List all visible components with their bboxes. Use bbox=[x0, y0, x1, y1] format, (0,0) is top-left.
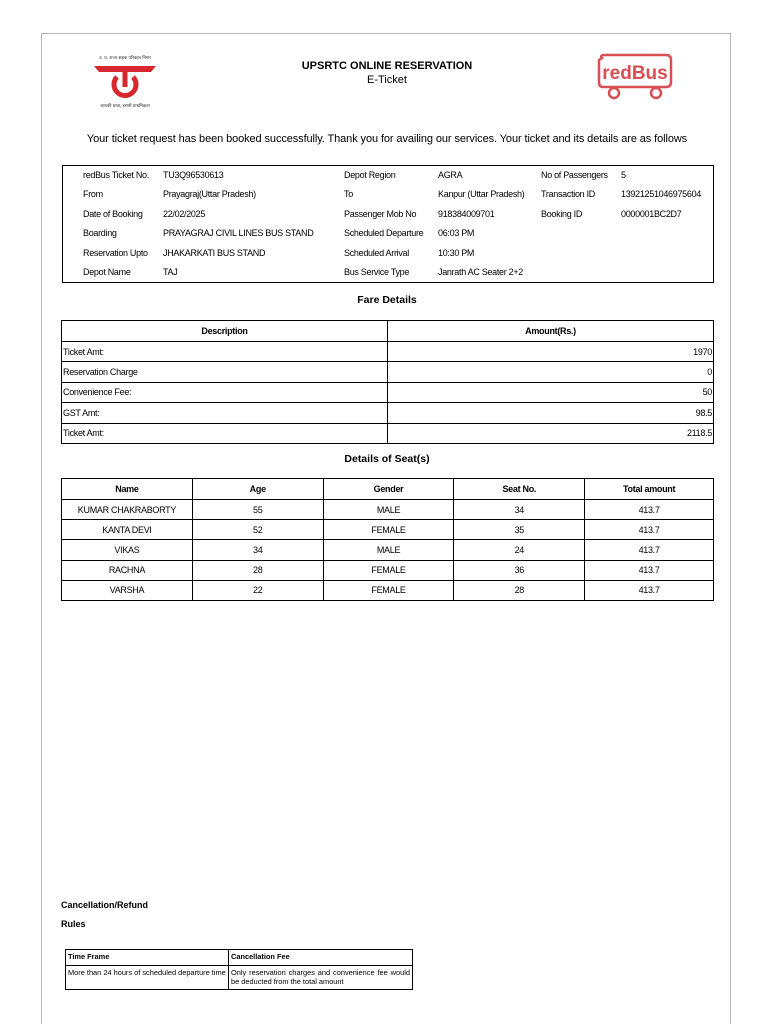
seat-number: 36 bbox=[454, 560, 585, 580]
ticket-info-label: Boarding bbox=[83, 228, 117, 239]
seat-passenger-name: KANTA DEVI bbox=[62, 520, 193, 540]
ticket-info-label: Transaction ID bbox=[541, 189, 595, 200]
seat-passenger-age: 28 bbox=[192, 560, 323, 580]
fare-row bbox=[62, 362, 714, 382]
seat-column-header: Name bbox=[62, 479, 193, 500]
seat-details-heading: Details of Seat(s) bbox=[344, 453, 430, 465]
seat-passenger-age: 55 bbox=[192, 500, 323, 520]
ticket-info-label: Scheduled Departure bbox=[344, 228, 424, 239]
ticket-info-label: Depot Region bbox=[344, 170, 396, 180]
fare-row bbox=[62, 403, 714, 423]
seat-total-amount: 413.7 bbox=[585, 580, 714, 600]
ticket-info-label: Depot Name bbox=[83, 267, 131, 277]
fare-details-heading: Fare Details bbox=[357, 294, 417, 306]
rules-heading: Rules bbox=[61, 919, 86, 929]
fare-col-description: Description bbox=[62, 321, 388, 342]
ticket-info-value: TAJ bbox=[163, 267, 178, 277]
seat-number: 35 bbox=[454, 520, 585, 540]
ticket-info-box bbox=[62, 165, 714, 283]
ticket-info-value: AGRA bbox=[438, 170, 463, 180]
cancellation-heading: Cancellation/Refund bbox=[61, 900, 149, 910]
fare-description: Convenience Fee: bbox=[62, 382, 388, 402]
ticket-info-value: PRAYAGRAJ CIVIL LINES BUS STAND bbox=[163, 228, 314, 239]
fare-header-row bbox=[62, 321, 714, 342]
ticket-info-label: redBus Ticket No. bbox=[83, 170, 149, 180]
seat-total-amount: 413.7 bbox=[585, 500, 714, 520]
policy-cancellation-fee: Only reservation charges and convenience fee would be deducted from the total amount bbox=[229, 966, 413, 990]
seat-passenger-name: VIKAS bbox=[62, 540, 193, 560]
ticket-info-label: Scheduled Arrival bbox=[344, 247, 409, 258]
seat-total-amount: 413.7 bbox=[585, 560, 714, 580]
ticket-info-value: Prayagraj(Uttar Pradesh) bbox=[163, 189, 256, 200]
ticket-info-value: 5 bbox=[621, 170, 626, 180]
seat-passenger-age: 34 bbox=[192, 540, 323, 560]
seat-header-row bbox=[62, 479, 714, 500]
seat-passenger-name: RACHNA bbox=[62, 560, 193, 580]
fare-description: GST Amt: bbox=[62, 403, 388, 423]
ticket-page bbox=[41, 33, 731, 1024]
redbus-logo bbox=[596, 53, 674, 101]
fare-description: Ticket Amt: bbox=[62, 423, 388, 443]
seat-column-header: Age bbox=[192, 479, 323, 500]
ticket-info-label: From bbox=[83, 189, 103, 200]
fare-amount: 98.5 bbox=[388, 403, 714, 423]
fare-description: Reservation Charge bbox=[62, 362, 388, 382]
ticket-info-value: 13921251046975604 bbox=[621, 189, 701, 200]
ticket-info-value: JHAKARKATI BUS STAND bbox=[163, 247, 266, 258]
ticket-info-label: Passenger Mob No bbox=[344, 208, 417, 219]
fare-amount: 1970 bbox=[388, 342, 714, 362]
seat-passenger-gender: FEMALE bbox=[323, 520, 454, 540]
seat-column-header: Seat No. bbox=[454, 479, 585, 500]
seat-total-amount: 413.7 bbox=[585, 520, 714, 540]
fare-description: Ticket Amt: bbox=[62, 342, 388, 362]
seat-passenger-gender: MALE bbox=[323, 540, 454, 560]
policy-row bbox=[66, 966, 413, 990]
ticket-info-value: 918384009701 bbox=[438, 208, 495, 219]
seat-column-header: Gender bbox=[323, 479, 454, 500]
seat-row bbox=[62, 580, 714, 600]
ticket-info-value: Kanpur (Uttar Pradesh) bbox=[438, 189, 525, 200]
fare-row bbox=[62, 423, 714, 443]
policy-header-row bbox=[66, 950, 413, 966]
document-subtitle: E-Ticket bbox=[367, 74, 407, 86]
ticket-info-label: Reservation Upto bbox=[83, 247, 148, 258]
seat-table bbox=[61, 478, 714, 601]
fare-row bbox=[62, 342, 714, 362]
ticket-info-value: 06:03 PM bbox=[438, 228, 475, 239]
ticket-info-label: To bbox=[344, 189, 353, 200]
seat-row bbox=[62, 500, 714, 520]
ticket-info-value: Janrath AC Seater 2+2 bbox=[438, 267, 524, 277]
seat-passenger-name: KUMAR CHAKRABORTY bbox=[62, 500, 193, 520]
ticket-info-value: 10:30 PM bbox=[438, 247, 475, 258]
seat-number: 34 bbox=[454, 500, 585, 520]
seat-passenger-gender: FEMALE bbox=[323, 580, 454, 600]
seat-passenger-name: VARSHA bbox=[62, 580, 193, 600]
ticket-info-label: Bus Service Type bbox=[344, 267, 410, 277]
fare-amount: 2118.5 bbox=[388, 423, 714, 443]
ticket-info-label: No of Passengers bbox=[541, 170, 608, 180]
policy-time-frame: More than 24 hours of scheduled departure time bbox=[66, 966, 229, 990]
seat-passenger-gender: FEMALE bbox=[323, 560, 454, 580]
seat-number: 24 bbox=[454, 540, 585, 560]
document-title: UPSRTC ONLINE RESERVATION bbox=[301, 60, 473, 72]
fare-table bbox=[61, 320, 714, 444]
redbus-logo-text: redBus bbox=[602, 63, 668, 84]
fare-col-amount: Amount(Rs.) bbox=[388, 321, 714, 342]
seat-passenger-age: 52 bbox=[192, 520, 323, 540]
upsrtc-logo-bottom-text: आपकी यात्रा, हमारी प्राथमिकता bbox=[100, 104, 150, 109]
ticket-info-value: 0000001BC2D7 bbox=[621, 208, 682, 219]
seat-row bbox=[62, 560, 714, 580]
seat-number: 28 bbox=[454, 580, 585, 600]
fare-amount: 50 bbox=[388, 382, 714, 402]
seat-passenger-gender: MALE bbox=[323, 500, 454, 520]
booking-confirmation-message: Your ticket request has been booked successfully. Thank you for availing our services. Your ticket and its details are as follows bbox=[86, 133, 688, 145]
fare-row bbox=[62, 382, 714, 402]
upsrtc-logo-top-text: उ. प्र. राज्य सड़क परिवहन निगम bbox=[99, 56, 151, 61]
policy-col-time-frame: Time Frame bbox=[66, 950, 229, 966]
cancellation-policy-table bbox=[65, 949, 413, 990]
ticket-info-value: TU3Q96530613 bbox=[163, 170, 224, 180]
ticket-info-value: 22/02/2025 bbox=[163, 208, 206, 219]
seat-column-header: Total amount bbox=[585, 479, 714, 500]
seat-row bbox=[62, 540, 714, 560]
seat-row bbox=[62, 520, 714, 540]
seat-passenger-age: 22 bbox=[192, 580, 323, 600]
seat-total-amount: 413.7 bbox=[585, 540, 714, 560]
policy-col-cancellation-fee: Cancellation Fee bbox=[229, 950, 413, 966]
ticket-info-label: Date of Booking bbox=[83, 208, 143, 219]
ticket-info-label: Booking ID bbox=[541, 208, 583, 219]
fare-amount: 0 bbox=[388, 362, 714, 382]
